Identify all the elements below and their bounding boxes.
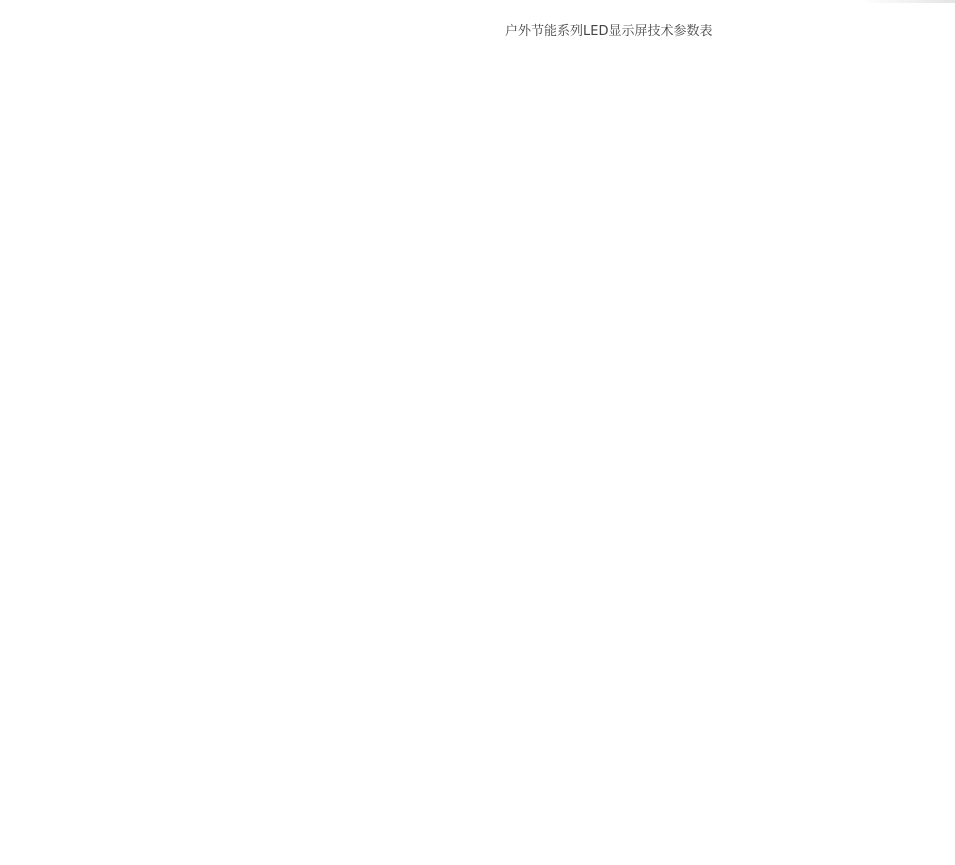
top-right-shadow bbox=[860, 0, 955, 3]
table-title: 户外节能系列LED显示屏技术参数表 bbox=[505, 24, 713, 39]
